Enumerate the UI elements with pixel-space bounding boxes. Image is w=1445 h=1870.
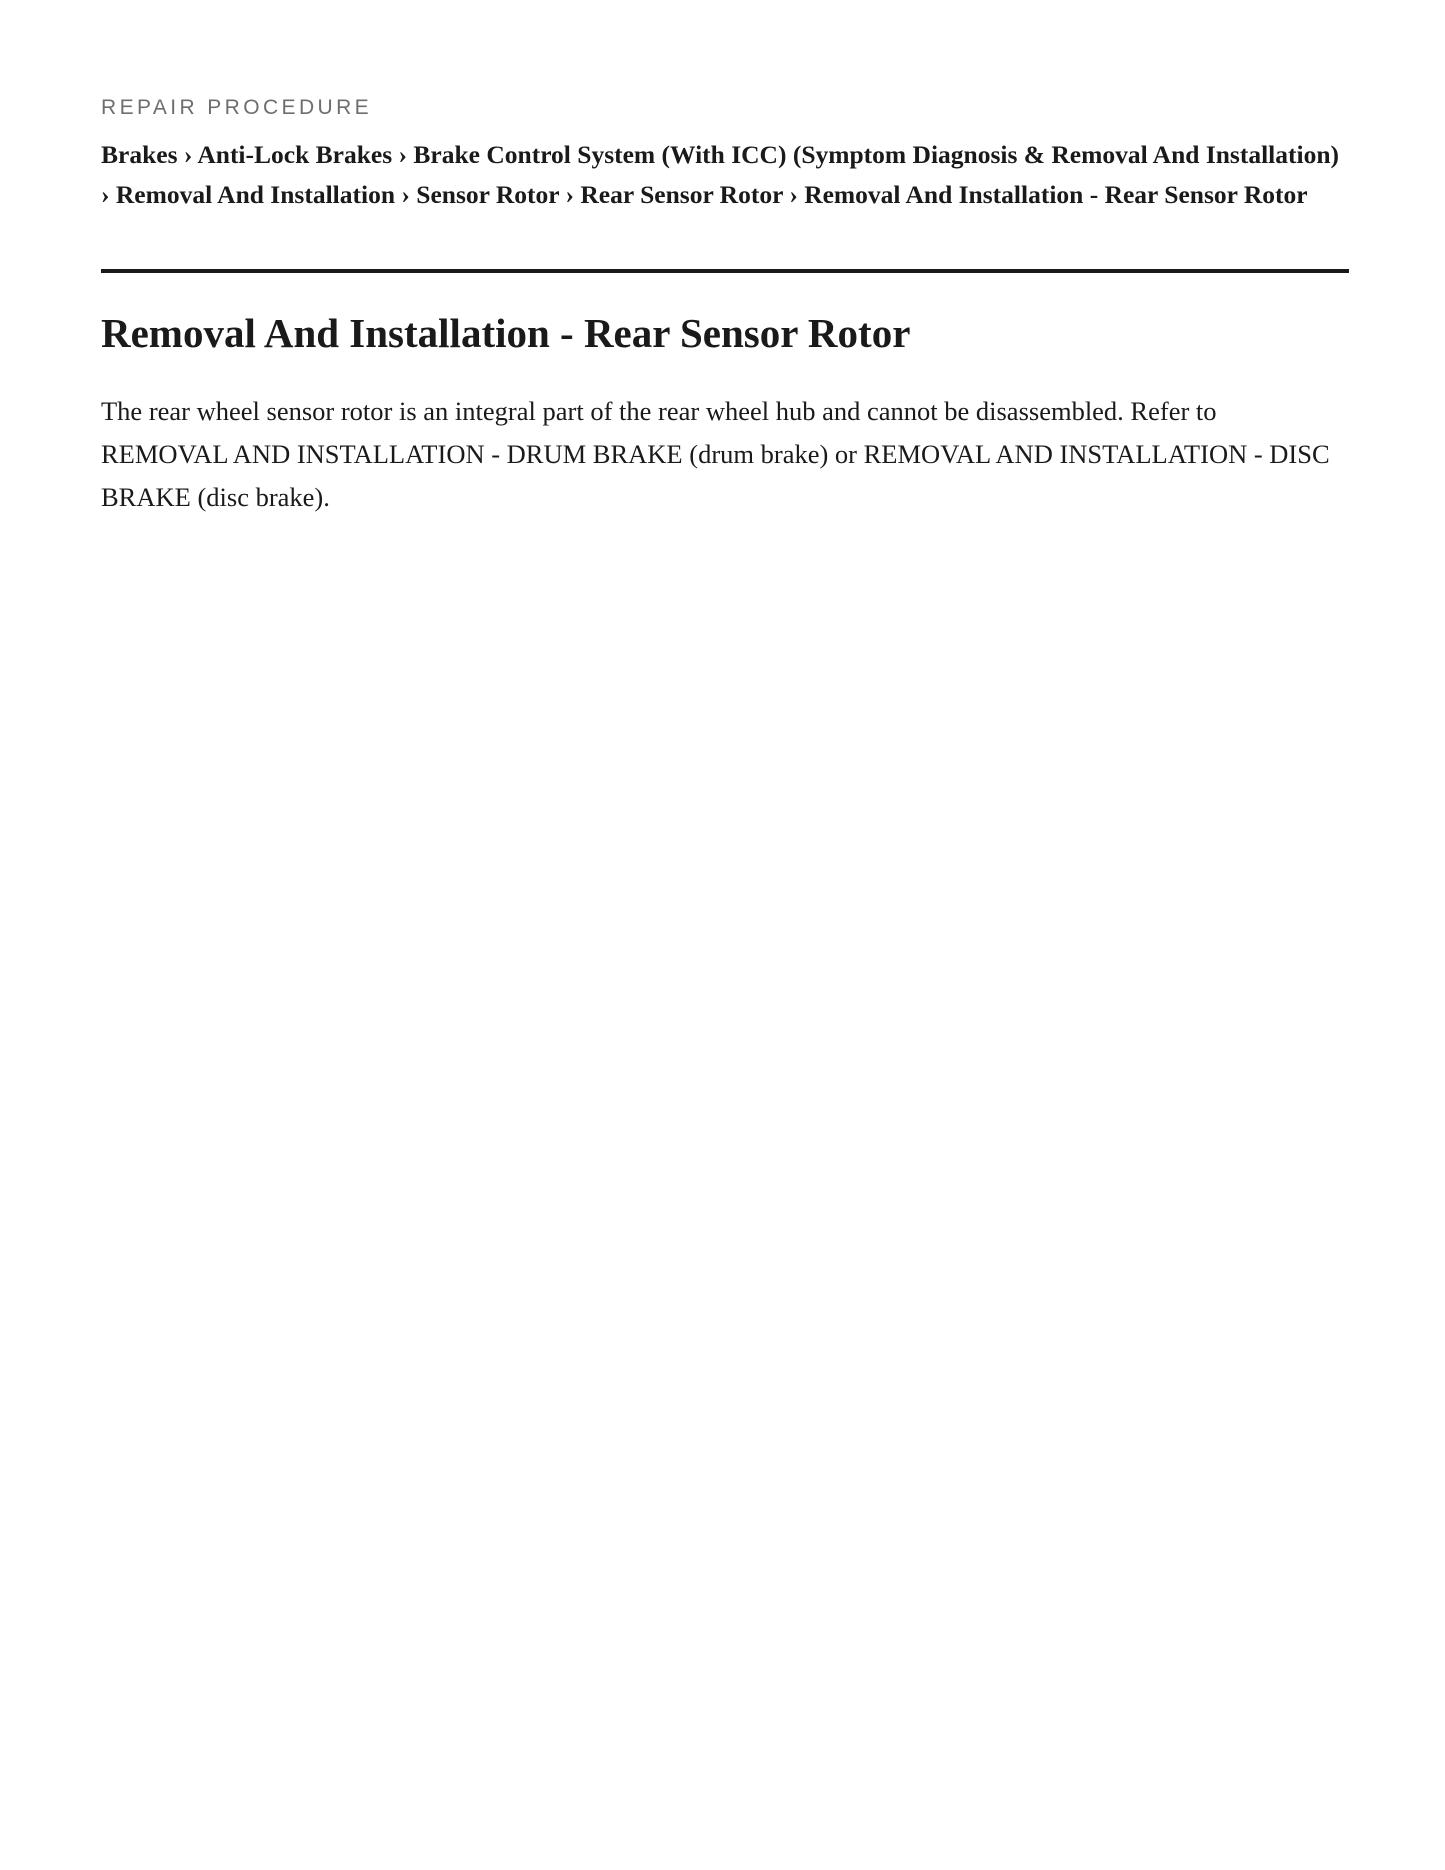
breadcrumb-item-anti-lock-brakes[interactable]: Anti-Lock Brakes	[197, 140, 393, 169]
breadcrumb-separator: ›	[101, 180, 116, 209]
breadcrumb-item-current: Removal And Installation - Rear Sensor Rotor	[804, 180, 1308, 209]
procedure-paragraph: The rear wheel sensor rotor is an integral part of the rear wheel hub and cannot be disassembled. Refer to REMOVAL AND INSTALLATION - DRUM BRAKE (drum brake) or REMOVAL AND INSTALLATION - DISC BRAKE (disc brake).	[101, 396, 1330, 512]
breadcrumb	[101, 135, 1349, 215]
breadcrumb-item-rear-sensor-rotor[interactable]: Rear Sensor Rotor	[580, 180, 783, 209]
breadcrumb-item-brakes[interactable]: Brakes	[101, 140, 178, 169]
breadcrumb-separator: ›	[401, 180, 417, 209]
breadcrumb-separator: ›	[183, 140, 198, 169]
breadcrumb-separator: ›	[789, 180, 805, 209]
page-title: Removal And Installation - Rear Sensor Rotor	[101, 310, 911, 356]
breadcrumb-separator: ›	[565, 180, 581, 209]
breadcrumb-item-brake-control-system[interactable]: Brake Control System (With ICC) (Symptom Diagnosis & Removal And Installation)	[413, 140, 1340, 169]
breadcrumb-item-removal-and-installation[interactable]: Removal And Installation	[115, 180, 396, 209]
breadcrumb-item-sensor-rotor[interactable]: Sensor Rotor	[416, 180, 560, 209]
header-divider	[101, 269, 1349, 273]
section-eyebrow: REPAIR PROCEDURE	[101, 96, 373, 119]
breadcrumb-separator: ›	[398, 140, 414, 169]
